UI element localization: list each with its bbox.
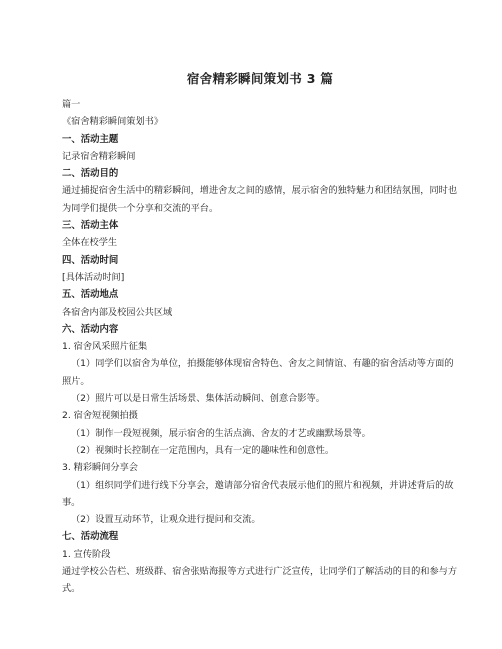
section-heading-theme: 一、活动主题 xyxy=(62,133,119,145)
section-heading-location: 五、活动地点 xyxy=(62,289,119,301)
section-heading-purpose: 二、活动目的 xyxy=(62,168,119,180)
section-heading-content: 六、活动内容 xyxy=(62,323,119,335)
process-item-1: 1. 宣传阶段 xyxy=(62,548,111,560)
content-item-2b: （2）视频时长控制在一定范围内，具有一定的趣味性和创意性。 xyxy=(71,444,335,456)
process-item-1a: 通过学校公告栏、班级群、宿舍张贴海报等方式进行广泛宣传，让同学们了解活动的目的和参与方式。 xyxy=(62,566,458,595)
section-text-participants: 全体在校学生 xyxy=(62,237,118,249)
section-heading-process: 七、活动流程 xyxy=(62,531,119,543)
section-text-theme: 记录宿舍精彩瞬间 xyxy=(62,150,136,162)
content-item-2: 2. 宿舍短视频拍摄 xyxy=(62,410,138,422)
content-item-2a: （1）制作一段短视频，展示宿舍的生活点滴、舍友的才艺或幽默场景等。 xyxy=(71,427,371,439)
section-heading-time: 四、活动时间 xyxy=(62,254,119,266)
section-heading-participants: 三、活动主体 xyxy=(62,220,119,232)
content-item-1: 1. 宿舍风采照片征集 xyxy=(62,341,148,353)
book-title: 《宿舍精彩瞬间策划书》 xyxy=(62,116,164,128)
document-title: 宿舍精彩瞬间策划书 3 篇 xyxy=(186,71,334,86)
content-item-3a: （1）组织同学们进行线下分享会，邀请部分宿舍代表展示他们的照片和视频，并讲述背后的故事。 xyxy=(62,479,454,508)
part-label: 篇一 xyxy=(62,99,81,110)
section-text-location: 各宿舍内部及校园公共区域 xyxy=(62,306,173,318)
section-text-purpose: 通过捕捉宿舍生活中的精彩瞬间，增进舍友之间的感情，展示宿舍的独特魅力和团结氛围，同时也为同学们提供一个分享和交流的平台。 xyxy=(62,185,458,214)
content-item-3: 3. 精彩瞬间分享会 xyxy=(62,462,138,474)
content-item-3b: （2）设置互动环节，让观众进行提问和交流。 xyxy=(71,514,261,526)
section-text-time: [具体活动时间] xyxy=(62,271,125,283)
content-item-1a: （1）同学们以宿舍为单位，拍摄能够体现宿舍特色、舍友之间情谊、有趣的宿舍活动等方面的照片。 xyxy=(62,358,454,387)
content-item-1b: （2）照片可以是日常生活场景、集体活动瞬间、创意合影等。 xyxy=(71,393,325,405)
